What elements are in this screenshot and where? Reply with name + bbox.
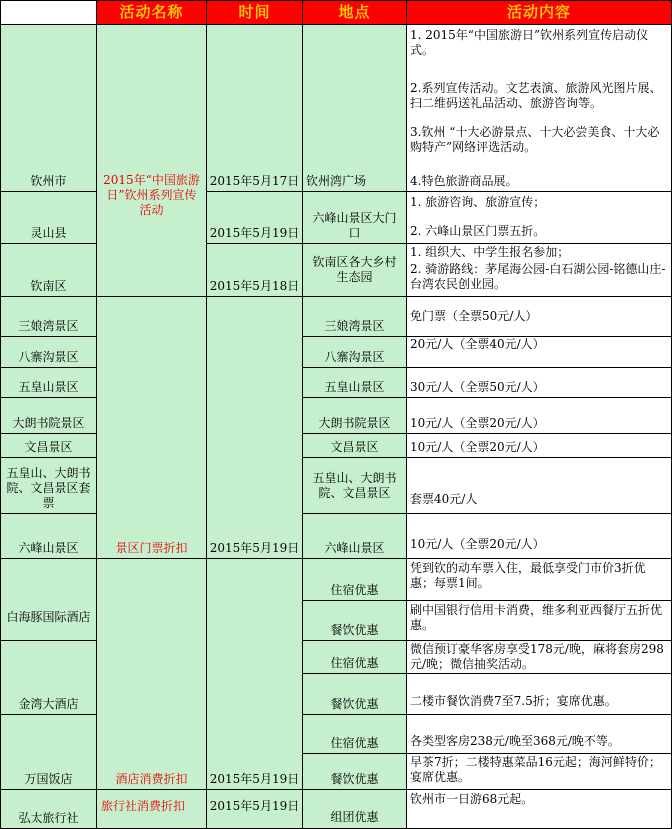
row-label-scenic-2: 八寨沟景区 [0, 337, 97, 368]
content-scenic-2: 20元/人（全票40元/人） [407, 337, 672, 368]
content-scenic-3: 30元/人（全票50元/人） [407, 368, 672, 398]
header-time: 时间 [207, 0, 303, 25]
place-wanguo-stay: 住宿优惠 [303, 715, 407, 754]
label-text-baihaitun: 白海豚国际酒店 [6, 610, 91, 624]
content-scenic-6: 套票40元/人 [407, 458, 672, 514]
row-label-scenic-4: 大朗书院景区 [0, 398, 97, 434]
content-qinzhou-item-3: 3.钦州 “十大必游景点、十大必尝美食、十大必购特产”网络评选活动。 [410, 125, 660, 154]
row-label-baihaitun [0, 559, 97, 641]
place-scenic-2: 八寨沟景区 [303, 337, 407, 368]
activity-name-tourism-day [97, 25, 207, 297]
activity-name-ticket-discount: 景区门票折扣 [97, 297, 207, 559]
place-scenic-5: 文昌景区 [303, 434, 407, 458]
place-lingshan: 六峰山景区大门口 [303, 192, 407, 244]
place-wanguo-food: 餐饮优惠 [303, 754, 407, 790]
content-wanguo-food: 早茶7折；二楼特惠菜品16元起；海河鲜特价；宴席优惠。 [407, 754, 672, 790]
content-lingshan-item-2: 2. 六峰山景区门票五折。 [410, 224, 546, 238]
row-label-lingshan: 灵山县 [0, 192, 97, 244]
place-scenic-1: 三娘湾景区 [303, 297, 407, 337]
content-baihaitun-food: 刷中国银行信用卡消费，维多利亚西餐厅五折优惠。 [407, 601, 672, 641]
header-place: 地点 [303, 0, 407, 25]
time-qinzhou: 2015年5月17日 [207, 25, 303, 192]
content-qinzhou-item-2: 2.系列宣传活动。文艺表演、旅游风光图片展、扫二维码送礼品活动、旅游咨询等。 [410, 81, 662, 110]
row-label-scenic-5: 文昌景区 [0, 434, 97, 458]
place-travel: 组团优惠 [303, 790, 407, 829]
row-label-scenic-6: 五皇山、大朗书院、文昌景区套票 [0, 458, 97, 514]
place-baihaitun-stay: 住宿优惠 [303, 559, 407, 601]
activity-name-travel-discount: 旅行社消费折扣 [97, 790, 207, 829]
activity-name-hotel-discount: 酒店消费折扣 [97, 559, 207, 790]
content-qinzhou-item-1: 1. 2015年“中国旅游日”钦州系列宣传启动仪式。 [410, 28, 649, 57]
row-label-qinnan: 钦南区 [0, 244, 97, 297]
header-blank [0, 0, 97, 25]
content-lingshan [407, 192, 672, 244]
content-travel: 钦州市一日游68元起。 [407, 790, 672, 829]
row-label-wanguo: 万国饭店 [0, 715, 97, 790]
time-travel: 2015年5月19日 [207, 790, 303, 829]
place-jinwan-food: 餐饮优惠 [303, 674, 407, 715]
content-scenic-1: 免门票（全票50元/人） [407, 297, 672, 337]
content-qinnan-item-1: 1. 组织大、中学生报名参加； [410, 245, 570, 259]
content-scenic-5: 10元/人（全票20元/人） [407, 434, 672, 458]
content-jinwan-stay: 微信预订豪华客房享受178元/晚，麻将套房298元/晚；微信抽奖活动。 [407, 641, 672, 674]
place-scenic-3: 五皇山景区 [303, 368, 407, 398]
content-scenic-4: 10元/人（全票20元/人） [407, 398, 672, 434]
header-content: 活动内容 [407, 0, 672, 25]
activity-name-tourism-day-text: 2015年“中国旅游日”钦州系列宣传活动 [103, 173, 200, 217]
row-label-scenic-3: 五皇山景区 [0, 368, 97, 398]
content-qinzhou [407, 25, 672, 192]
place-qinzhou: 钦州湾广场 [303, 25, 407, 192]
content-jinwan-food: 二楼市餐饮消费7至7.5折；宴席优惠。 [407, 674, 672, 715]
place-baihaitun-food: 餐饮优惠 [303, 601, 407, 641]
content-qinzhou-item-4: 4.特色旅游商品展。 [410, 174, 518, 188]
time-scenic: 2015年5月19日 [207, 297, 303, 559]
header-activity-name: 活动名称 [97, 0, 207, 25]
content-qinnan [407, 244, 672, 297]
content-scenic-7: 10元/人（全票20元/人） [407, 514, 672, 559]
time-hotels: 2015年5月19日 [207, 559, 303, 790]
content-wanguo-stay: 各类型客房238元/晚至368元/晚不等。 [407, 715, 672, 754]
content-baihaitun-stay: 凭到钦的动车票入住，最低享受门市价3折优惠；每票1间。 [407, 559, 672, 601]
place-scenic-7: 六峰山景区 [303, 514, 407, 559]
place-jinwan-stay: 住宿优惠 [303, 641, 407, 674]
row-label-qinzhou: 钦州市 [0, 25, 97, 192]
row-label-scenic-1: 三娘湾景区 [0, 297, 97, 337]
place-qinnan: 钦南区各大乡村生态园 [303, 244, 407, 297]
time-qinnan: 2015年5月18日 [207, 244, 303, 297]
content-qinnan-item-2: 2. 骑游路线：茅尾海公园-白石湖公园-铭德山庄-台湾农民创业园。 [410, 262, 666, 291]
time-lingshan: 2015年5月19日 [207, 192, 303, 244]
row-label-scenic-7: 六峰山景区 [0, 514, 97, 559]
place-scenic-4: 大朗书院景区 [303, 398, 407, 434]
row-label-hongtai: 弘太旅行社 [0, 790, 97, 829]
content-lingshan-item-1: 1. 旅游咨询、旅游宣传； [410, 195, 546, 209]
place-scenic-6: 五皇山、大朗书院、文昌景区 [303, 458, 407, 514]
row-label-jinwan: 金湾大酒店 [0, 641, 97, 715]
